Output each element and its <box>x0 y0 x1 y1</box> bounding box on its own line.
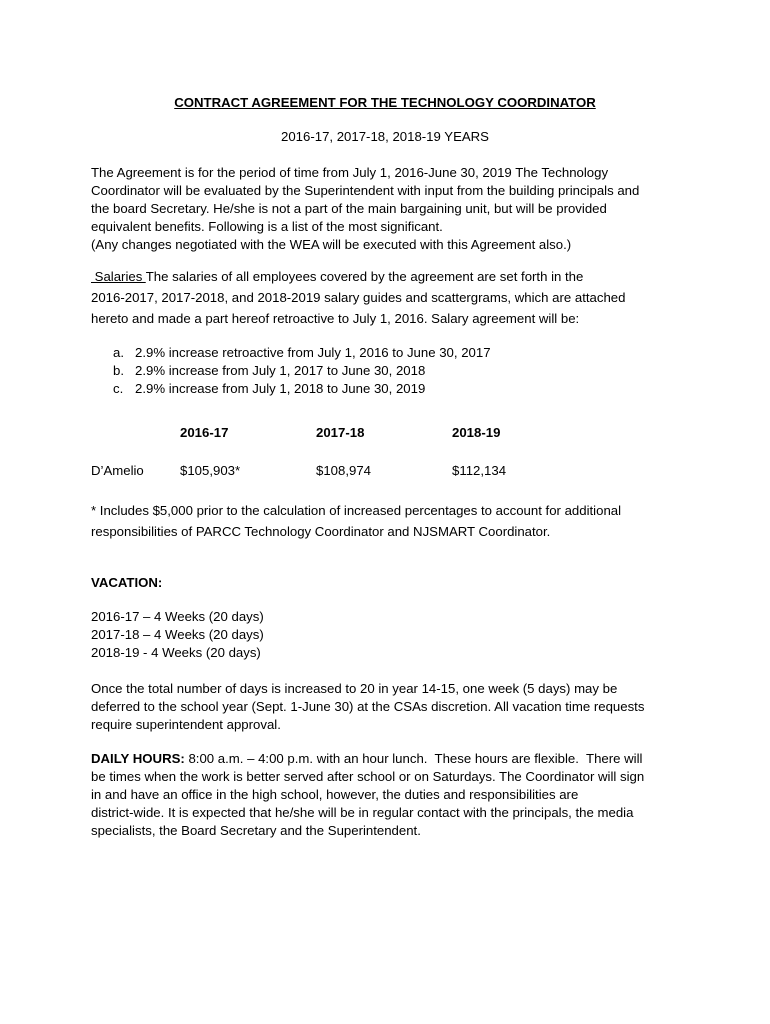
list-item <box>113 380 713 398</box>
vacation-note-line: deferred to the school year (Sept. 1-June 30) at the CSAs discretion. All vacation time requests <box>91 699 645 714</box>
salaries-line1-text: The salaries of all employees covered by the agreement are set forth in the <box>145 269 584 284</box>
list-marker: a. <box>113 345 124 360</box>
salaries-line <box>91 266 691 287</box>
salaries-line: hereto and made a part hereof retroactive to July 1, 2016. Salary agreement will be: <box>91 311 580 326</box>
intro-line: (Any changes negotiated with the WEA will be executed with this Agreement also.) <box>91 237 572 252</box>
document-title: CONTRACT AGREEMENT FOR THE TECHNOLOGY COORDINATOR <box>174 95 596 110</box>
daily-hours-line: in and have an office in the high school, however, the duties and responsibilities are <box>91 787 579 802</box>
table-cell: $105,903* <box>180 463 241 478</box>
table-cell: $112,134 <box>452 463 507 478</box>
vacation-note <box>91 680 691 734</box>
intro-line: Coordinator will be evaluated by the Superintendent with input from the building principals and <box>91 183 640 198</box>
list-item-text: 2.9% increase retroactive from July 1, 2016 to June 30, 2017 <box>135 345 491 360</box>
list-item: 2017-18 – 4 Weeks (20 days) <box>91 627 264 642</box>
daily-hours-line: district-wide. It is expected that he/she will be in regular contact with the principals, the media <box>91 805 634 820</box>
list-item-text: 2.9% increase from July 1, 2018 to June 30, 2019 <box>135 381 426 396</box>
salaries-line: 2016-2017, 2017-2018, and 2018-2019 salary guides and scattergrams, which are attached <box>91 290 626 305</box>
salary-footnote <box>91 500 691 542</box>
salaries-paragraph <box>91 266 691 329</box>
list-item <box>113 344 713 362</box>
vacation-heading: VACATION: <box>91 575 163 590</box>
table-header: 2017-18 <box>316 425 365 440</box>
footnote-line: responsibilities of PARCC Technology Coordinator and NJSMART Coordinator. <box>91 524 551 539</box>
intro-line: the board Secretary. He/she is not a part of the main bargaining unit, but will be provided <box>91 201 607 216</box>
table-cell: $108,974 <box>316 463 372 478</box>
footnote-line: * Includes $5,000 prior to the calculation of increased percentages to account for additional <box>91 503 622 518</box>
daily-hours-paragraph <box>91 750 691 840</box>
daily-hours-heading: DAILY HOURS: <box>91 751 185 766</box>
list-marker: c. <box>113 381 124 396</box>
list-item: 2016-17 – 4 Weeks (20 days) <box>91 609 264 624</box>
list-marker: b. <box>113 363 124 378</box>
daily-hours-line: be times when the work is better served after school or on Saturdays. The Coordinator will sign <box>91 769 645 784</box>
intro-line: equivalent benefits. Following is a list of the most significant. <box>91 219 443 234</box>
list-item <box>113 362 713 380</box>
intro-line: The Agreement is for the period of time from July 1, 2016-June 30, 2019 The Technology <box>91 165 609 180</box>
increase-list <box>113 344 713 398</box>
vacation-list <box>91 608 691 662</box>
daily-hours-line <box>91 750 691 768</box>
salaries-heading: Salaries <box>91 269 146 284</box>
table-row-name: D’Amelio <box>91 463 144 478</box>
daily-hours-line: specialists, the Board Secretary and the Superintendent. <box>91 823 421 838</box>
contract-years: 2016-17, 2017-18, 2018-19 YEARS <box>281 129 489 144</box>
table-header: 2016-17 <box>180 425 229 440</box>
list-item-text: 2.9% increase from July 1, 2017 to June 30, 2018 <box>135 363 426 378</box>
list-item: 2018-19 - 4 Weeks (20 days) <box>91 645 261 660</box>
vacation-note-line: Once the total number of days is increased to 20 in year 14-15, one week (5 days) may be <box>91 681 618 696</box>
daily-hours-line1-text: 8:00 a.m. – 4:00 p.m. with an hour lunch. These hours are flexible. There will <box>184 751 643 766</box>
table-header: 2018-19 <box>452 425 501 440</box>
intro-paragraph <box>91 164 691 254</box>
vacation-note-line: require superintendent approval. <box>91 717 281 732</box>
